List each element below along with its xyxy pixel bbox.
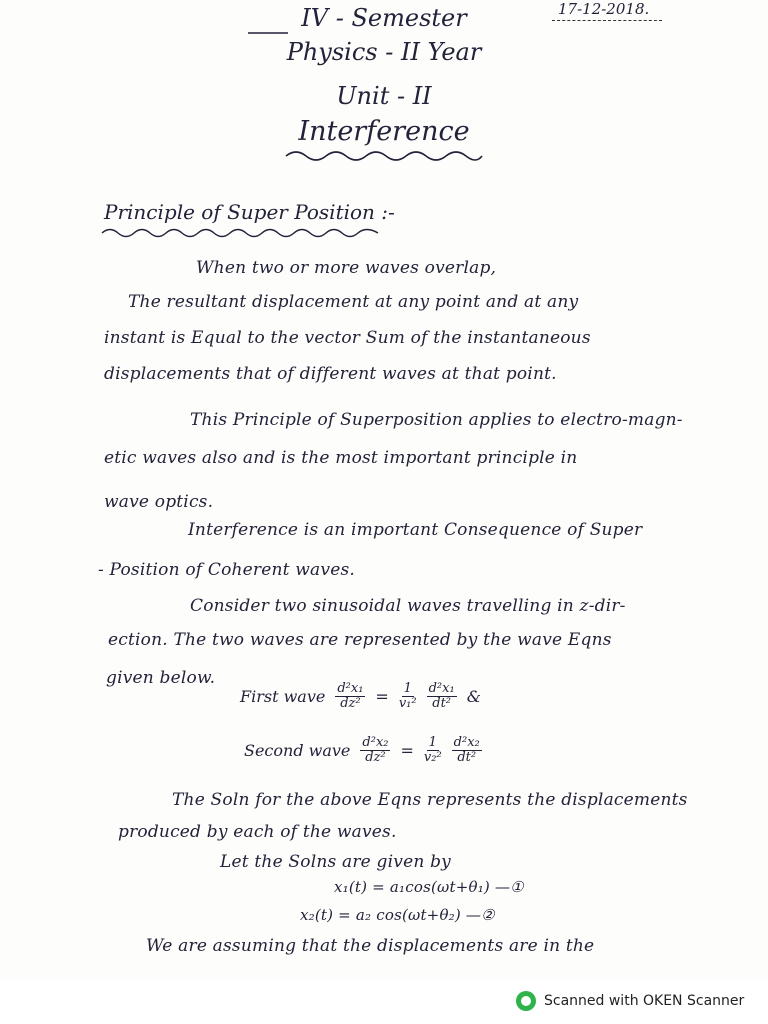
second-coef-fraction — [424, 736, 442, 766]
solution-equation-2: x₂(t) = a₂ cos(ωt+θ₂) —② — [300, 906, 495, 924]
second-rhs-fraction — [452, 736, 482, 766]
first-lhs-den: dz² — [340, 696, 361, 712]
subject-title: Physics - II Year — [286, 38, 482, 66]
body-line: - Position of Coherent waves. — [98, 560, 355, 580]
second-rhs-num: d²x₂ — [453, 735, 480, 750]
first-suffix: & — [466, 687, 481, 707]
scanner-watermark — [516, 990, 744, 1012]
body-line: Consider two sinusoidal waves travelling in z-dir- — [190, 596, 626, 616]
second-wave-equation — [244, 736, 482, 766]
body-line: etic waves also and is the most important principle in — [104, 448, 578, 468]
scanner-text: Scanned with OKEN Scanner — [544, 993, 745, 1009]
body-line: given below. — [106, 668, 216, 688]
body-line: This Principle of Superposition applies to electro-magn- — [190, 410, 683, 430]
body-line: ection. The two waves are represented by the wave Eqns — [108, 630, 612, 650]
unit-title: Unit - II — [336, 82, 432, 110]
date-label: 17-12-2018. — [558, 0, 650, 18]
first-lhs-fraction — [335, 682, 365, 712]
second-wave-label: Second wave — [244, 741, 351, 761]
second-lhs-fraction — [360, 736, 390, 766]
second-coef-num: 1 — [428, 735, 437, 750]
first-lhs-num: d²x₁ — [337, 681, 364, 696]
solution-equation-1: x₁(t) = a₁cos(ωt+θ₁) —① — [334, 878, 524, 896]
first-coef-den: v₁² — [398, 696, 417, 712]
topic-title: Interference — [298, 116, 470, 147]
semester-title: IV - Semester — [301, 4, 467, 32]
body-line: The resultant displacement at any point and at any — [128, 292, 579, 312]
body-line: produced by each of the waves. — [118, 822, 397, 842]
semester-underline — [248, 30, 288, 36]
body-line: instant is Equal to the vector Sum of the instantaneous — [104, 328, 591, 348]
body-line: The Soln for the above Eqns represents the displacements — [172, 790, 688, 810]
oken-scanner-logo-icon — [516, 991, 536, 1011]
first-rhs-fraction — [427, 682, 457, 712]
first-rhs-num: d²x₁ — [428, 681, 455, 696]
body-line: Let the Solns are given by — [220, 852, 451, 872]
first-equals: = — [375, 687, 389, 707]
second-lhs-num: d²x₂ — [362, 735, 389, 750]
first-wave-equation — [240, 682, 481, 712]
body-line: displacements that of different waves at that point. — [104, 364, 557, 384]
second-coef-den: v₂² — [423, 750, 442, 766]
first-wave-label: First wave — [240, 687, 326, 707]
first-rhs-den: dt² — [432, 696, 452, 712]
body-line: wave optics. — [104, 492, 214, 512]
body-line: When two or more waves overlap, — [196, 258, 497, 278]
second-lhs-den: dz² — [365, 750, 386, 766]
first-coef-num: 1 — [403, 681, 412, 696]
section-squiggle — [100, 226, 380, 240]
body-line: We are assuming that the displacements are in the — [146, 936, 595, 956]
body-line: Interference is an important Consequence of Super — [188, 520, 643, 540]
second-rhs-den: dt² — [457, 750, 477, 766]
topic-squiggle — [284, 148, 484, 164]
second-equals: = — [400, 741, 414, 761]
section-heading: Principle of Super Position :- — [104, 200, 395, 224]
first-coef-fraction — [399, 682, 417, 712]
